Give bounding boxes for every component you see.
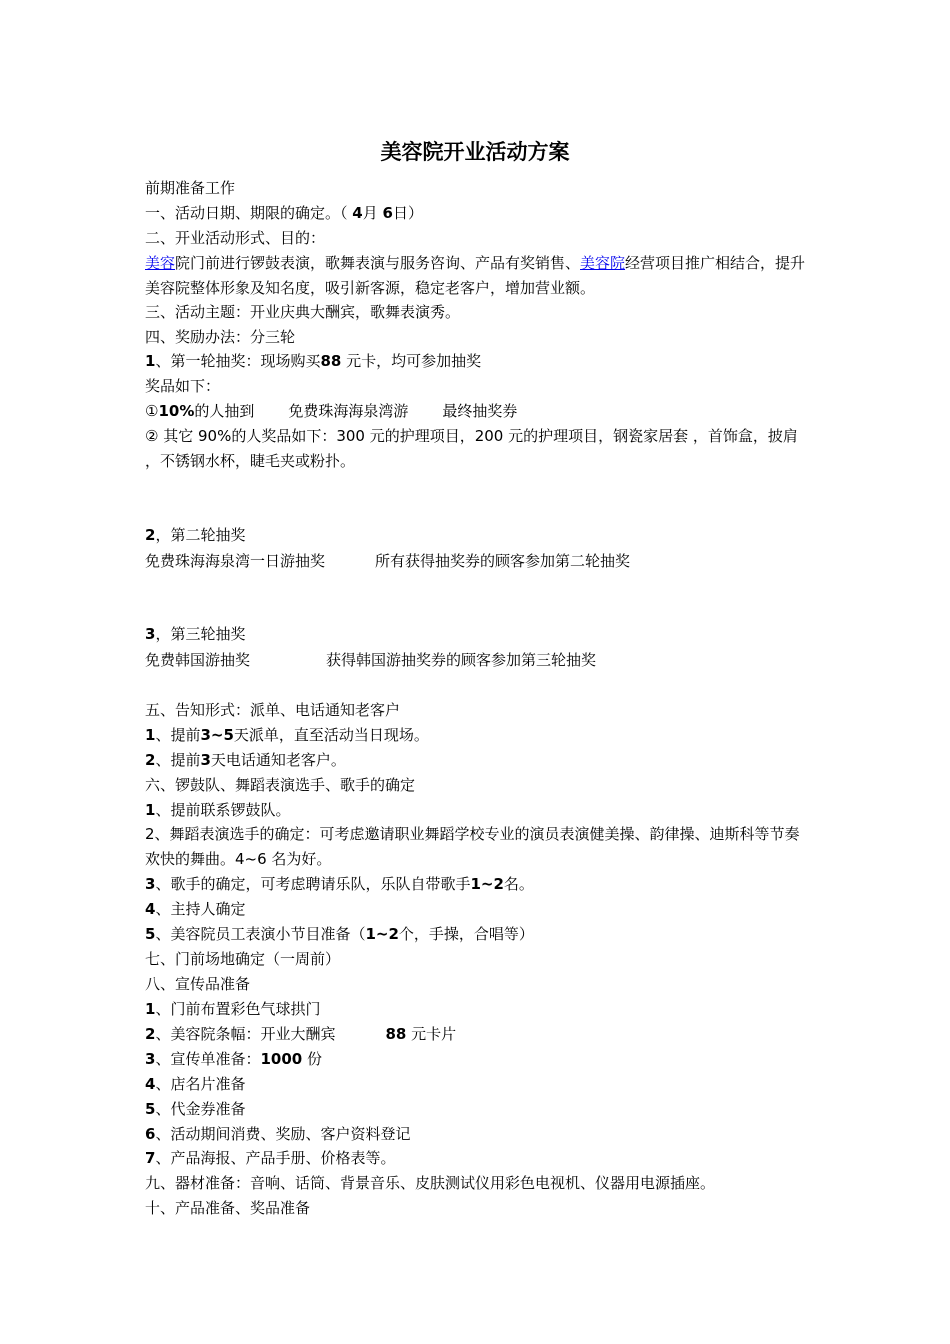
text: 4 bbox=[145, 1075, 156, 1093]
text: 的人抽到 bbox=[194, 402, 255, 420]
text: 、第一轮抽奖：现场购买 bbox=[155, 352, 321, 370]
link-beauty-salon[interactable]: 美容院 bbox=[580, 254, 626, 272]
text: 88 bbox=[320, 352, 342, 370]
text: 88 bbox=[385, 1025, 407, 1043]
round1 bbox=[145, 351, 481, 371]
text: 一、活动日期、期限的确定。（ bbox=[145, 204, 348, 222]
text: 4 bbox=[352, 204, 363, 222]
performers-3 bbox=[145, 874, 534, 894]
performers-1 bbox=[145, 800, 290, 820]
text: 名。 bbox=[503, 875, 534, 893]
notice-1 bbox=[145, 725, 429, 745]
link-beauty[interactable]: 美容 bbox=[145, 254, 176, 272]
round3 bbox=[145, 624, 245, 644]
performers-4 bbox=[145, 899, 245, 919]
text: 2 bbox=[145, 751, 156, 769]
text: 天电话通知老客户。 bbox=[210, 751, 346, 769]
section-performers: 六、锣鼓队、舞蹈表演选手、歌手的确定 bbox=[145, 776, 416, 794]
prizes-label: 奖品如下： bbox=[145, 377, 221, 395]
text: 1 bbox=[145, 352, 156, 370]
text: 5 bbox=[145, 925, 156, 943]
item-form: 二、开业活动形式、目的： bbox=[145, 229, 326, 247]
text: 院门前进行锣鼓表演，歌舞表演与服务咨询、产品有奖销售、 bbox=[175, 254, 581, 272]
text: 免费珠海海泉湾一日游抽奖 bbox=[145, 552, 326, 570]
text: ，第二轮抽奖 bbox=[155, 526, 246, 544]
section-products: 十、产品准备、奖品准备 bbox=[145, 1199, 311, 1217]
text: 份 bbox=[306, 1050, 322, 1068]
text: 、美容院条幅：开业大酬宾 bbox=[155, 1025, 336, 1043]
promo-6 bbox=[145, 1124, 410, 1144]
round2-detail bbox=[145, 551, 630, 571]
text: 1~2 bbox=[470, 875, 504, 893]
text: ① bbox=[145, 402, 159, 420]
text: 最终抽奖券 bbox=[442, 402, 518, 420]
text: 、门前布置彩色气球拱门 bbox=[155, 1000, 321, 1018]
item-date bbox=[145, 203, 423, 223]
paragraph-purpose bbox=[145, 251, 810, 301]
item-rewards: 四、奖励办法：分三轮 bbox=[145, 328, 296, 346]
section-notice: 五、告知形式：派单、电话通知老客户 bbox=[145, 701, 401, 719]
text: 、歌手的确定，可考虑聘请乐队，乐队自带歌手 bbox=[155, 875, 471, 893]
text: 7 bbox=[145, 1149, 156, 1167]
round2 bbox=[145, 525, 245, 545]
text: 月 bbox=[362, 204, 378, 222]
round3-detail bbox=[145, 650, 596, 670]
text: 1~2 bbox=[365, 925, 399, 943]
text: 10% bbox=[158, 402, 195, 420]
prize-2: ② 其它 90%的人奖品如下：300 元的护理项目，200 元的护理项目，钢瓷家居套 ，首饰盒，披肩 ，不锈钢水杯，睫毛夹或粉扑。 bbox=[145, 427, 798, 470]
text: ，第三轮抽奖 bbox=[155, 625, 246, 643]
text: 1 bbox=[145, 1000, 156, 1018]
text: 、主持人确定 bbox=[155, 900, 246, 918]
notice-2 bbox=[145, 750, 346, 770]
promo-7 bbox=[145, 1148, 395, 1168]
promo-3 bbox=[145, 1049, 322, 1069]
text: 个，手操，合唱等） bbox=[398, 925, 534, 943]
text: 元卡片 bbox=[411, 1025, 457, 1043]
text: 3 bbox=[145, 625, 156, 643]
text: 4 bbox=[145, 900, 156, 918]
section-promo: 八、宣传品准备 bbox=[145, 975, 251, 993]
performers-5 bbox=[145, 924, 534, 944]
text: 1 bbox=[145, 726, 156, 744]
text: 3~5 bbox=[200, 726, 234, 744]
text: 6 bbox=[382, 204, 393, 222]
text: 、提前 bbox=[155, 751, 201, 769]
text: 经营项目推广相结合，提升美容院整体形象及知名度，吸引新客源，稳定老客户，增加营业额。 bbox=[145, 254, 806, 297]
text: 免费韩国游抽奖 bbox=[145, 651, 251, 669]
item-theme: 三、活动主题：开业庆典大酬宾，歌舞表演秀。 bbox=[145, 303, 461, 321]
document-title: 美容院开业活动方案 bbox=[380, 140, 570, 164]
text: 5 bbox=[145, 1100, 156, 1118]
text: 3 bbox=[145, 1050, 156, 1068]
text: 、活动期间消费、奖励、客户资料登记 bbox=[155, 1125, 411, 1143]
text: 1 bbox=[145, 801, 156, 819]
text: 所有获得抽奖券的顾客参加第二轮抽奖 bbox=[375, 552, 631, 570]
text: 获得韩国游抽奖券的顾客参加第三轮抽奖 bbox=[326, 651, 597, 669]
text: 元卡，均可参加抽奖 bbox=[346, 352, 482, 370]
text: 、代金券准备 bbox=[155, 1100, 246, 1118]
text: 2 bbox=[145, 526, 156, 544]
text: 免费珠海海泉湾游 bbox=[288, 402, 409, 420]
text: 2 bbox=[145, 1025, 156, 1043]
section-equipment: 九、器材准备：音响、话筒、背景音乐、皮肤测试仪用彩色电视机、仪器用电源插座。 bbox=[145, 1174, 716, 1192]
text: 、店名片准备 bbox=[155, 1075, 246, 1093]
promo-1 bbox=[145, 999, 320, 1019]
prize-1 bbox=[145, 401, 517, 421]
text: 日） bbox=[392, 204, 423, 222]
text: 、提前联系锣鼓队。 bbox=[155, 801, 291, 819]
text: 、美容院员工表演小节目准备（ bbox=[155, 925, 366, 943]
text: 天派单，直至活动当日现场。 bbox=[233, 726, 429, 744]
performers-2: 2、舞蹈表演选手的确定：可考虑邀请职业舞蹈学校专业的演员表演健美操、韵律操、迪斯科等节奏欢快的舞曲。4~6 名为好。 bbox=[145, 825, 800, 868]
text: 、宣传单准备： bbox=[155, 1050, 261, 1068]
text: 、产品海报、产品手册、价格表等。 bbox=[155, 1149, 396, 1167]
text: 1000 bbox=[260, 1050, 303, 1068]
text: 3 bbox=[145, 875, 156, 893]
promo-2 bbox=[145, 1024, 456, 1044]
promo-5 bbox=[145, 1099, 245, 1119]
section-prep: 前期准备工作 bbox=[145, 179, 236, 197]
text: 6 bbox=[145, 1125, 156, 1143]
section-venue: 七、门前场地确定（一周前） bbox=[145, 950, 341, 968]
promo-4 bbox=[145, 1074, 245, 1094]
text: 、提前 bbox=[155, 726, 201, 744]
text: 3 bbox=[200, 751, 211, 769]
